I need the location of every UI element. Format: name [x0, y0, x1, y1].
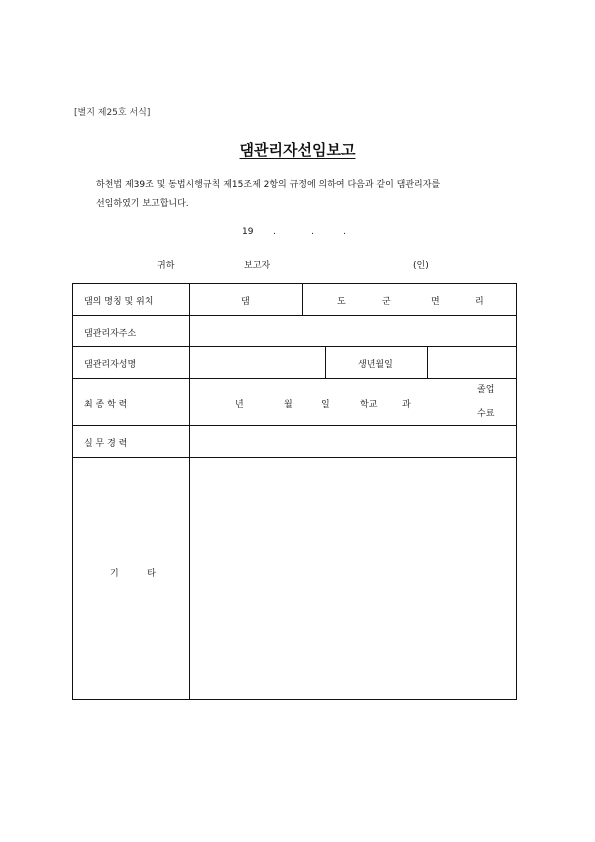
- body-text-line1: 하천법 제39조 및 동법시행규칙 제15조제 2항의 규정에 의하여 다음과 같이 댐관리자를: [96, 180, 441, 190]
- birth-date-label: 생년월일: [358, 360, 393, 370]
- birth-date-field[interactable]: [428, 347, 516, 377]
- other-label: 기 타: [110, 569, 156, 579]
- reporter-label: 보고자: [244, 261, 271, 271]
- manager-address-field[interactable]: [190, 316, 516, 346]
- row-divider: [72, 378, 517, 379]
- village-suffix: 리: [475, 297, 484, 307]
- manager-name-label: 댐관리자성명: [84, 360, 137, 370]
- work-experience-label: 실 무 경 력: [84, 439, 128, 449]
- province-suffix: 도: [337, 297, 346, 307]
- date-dot-day: .: [343, 227, 346, 237]
- county-suffix: 군: [382, 297, 391, 307]
- form-number-header: [별지 제25호 서식]: [74, 108, 151, 118]
- dam-location-divider: [302, 283, 303, 315]
- completed-option[interactable]: 수료: [477, 409, 495, 419]
- education-dept: 과: [402, 400, 411, 410]
- date-year-prefix: 19: [242, 227, 254, 237]
- dam-name-location-label: 댐의 명칭 및 위치: [84, 297, 154, 307]
- date-dot-year: .: [273, 227, 276, 237]
- education-year: 년: [235, 400, 244, 410]
- education-month: 월: [284, 400, 293, 410]
- dam-suffix: 댐: [241, 297, 250, 307]
- graduated-option[interactable]: 졸업: [477, 385, 495, 395]
- township-suffix: 면: [431, 297, 440, 307]
- manager-address-label: 댐관리자주소: [84, 329, 137, 339]
- work-experience-field[interactable]: [190, 426, 516, 456]
- recipient-label: 귀하: [157, 261, 175, 271]
- education-school: 학교: [360, 400, 378, 410]
- seal-mark: (인): [413, 261, 429, 271]
- form-title-text: 댐관리자선임보고: [239, 141, 356, 159]
- other-field[interactable]: [190, 458, 516, 699]
- date-dot-month: .: [311, 227, 314, 237]
- body-text-line2: 선임하였기 보고합니다.: [96, 199, 189, 209]
- form-title: [0, 139, 595, 160]
- manager-name-field[interactable]: [190, 347, 324, 377]
- education-label: 최 종 학 력: [84, 400, 128, 410]
- education-day: 일: [321, 400, 330, 410]
- birth-label-left-divider: [325, 346, 326, 378]
